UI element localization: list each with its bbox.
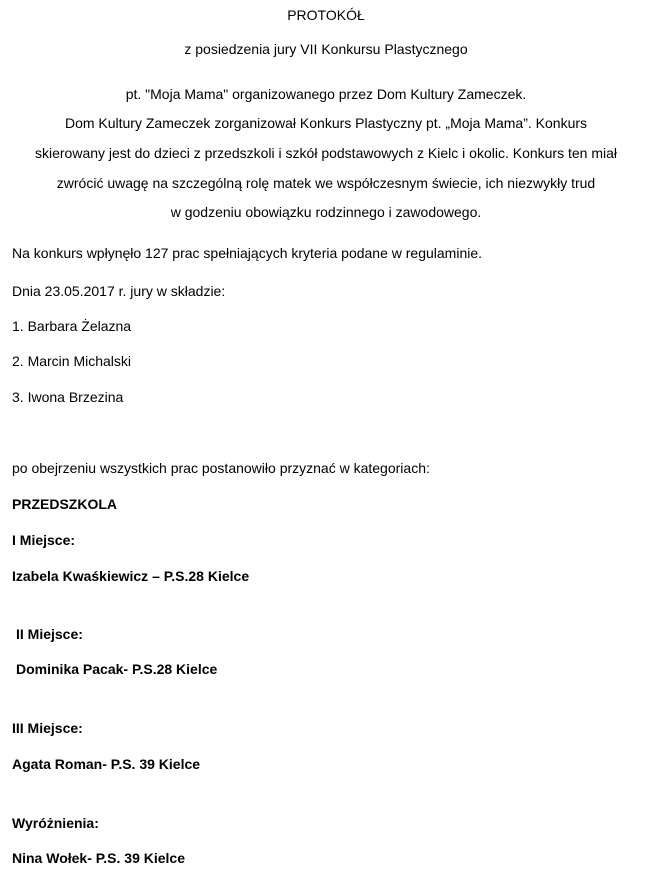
jury-member: 2. Marcin Michalski [12,353,132,369]
document-title: PROTOKÓŁ [287,7,365,23]
place-winner: Izabela Kwaśkiewicz – P.S.28 Kielce [12,568,250,584]
intro-line: skierowany jest do dzieci z przedszkoli i szkół podstawowych z Kielc i okolic. Konkurs ten miał [34,145,617,161]
place-label: II Miejsce: [16,626,83,642]
place-winner: Nina Wołek- P.S. 39 Kielce [12,850,186,866]
jury-intro-text: Dnia 23.05.2017 r. jury w składzie: [12,283,226,299]
place-label: I Miejsce: [12,532,76,548]
jury-member: 3. Iwona Brzezina [12,389,124,405]
intro-line: zwrócić uwagę na szczególną rolę matek we współczesnym świecie, ich niezwykły trud [56,175,596,191]
decision-text: po obejrzeniu wszystkich prac postanowiło przyznać w kategoriach: [12,460,430,476]
place-label: III Miejsce: [12,720,83,736]
document-subtitle: z posiedzenia jury VII Konkursu Plastycznego [184,41,468,57]
intro-line: Dom Kultury Zameczek zorganizował Konkurs Plastyczny pt. „Moja Mama”. Konkurs [64,115,588,131]
place-winner: Dominika Pacak- P.S.28 Kielce [16,661,218,677]
entries-count-text: Na konkurs wpłynęło 127 prac spełniających kryteria podane w regulaminie. [12,245,483,261]
jury-member: 1. Barbara Żelazna [12,318,132,334]
place-winner: Agata Roman- P.S. 39 Kielce [12,756,201,772]
document-subtitle-event: pt. "Moja Mama" organizowanego przez Dom Kultury Zameczek. [125,86,527,102]
place-label: Wyróżnienia: [12,815,99,831]
category-heading: PRZEDSZKOLA [12,496,117,512]
intro-line: w godzeniu obowiązku rodzinnego i zawodowego. [170,204,482,220]
